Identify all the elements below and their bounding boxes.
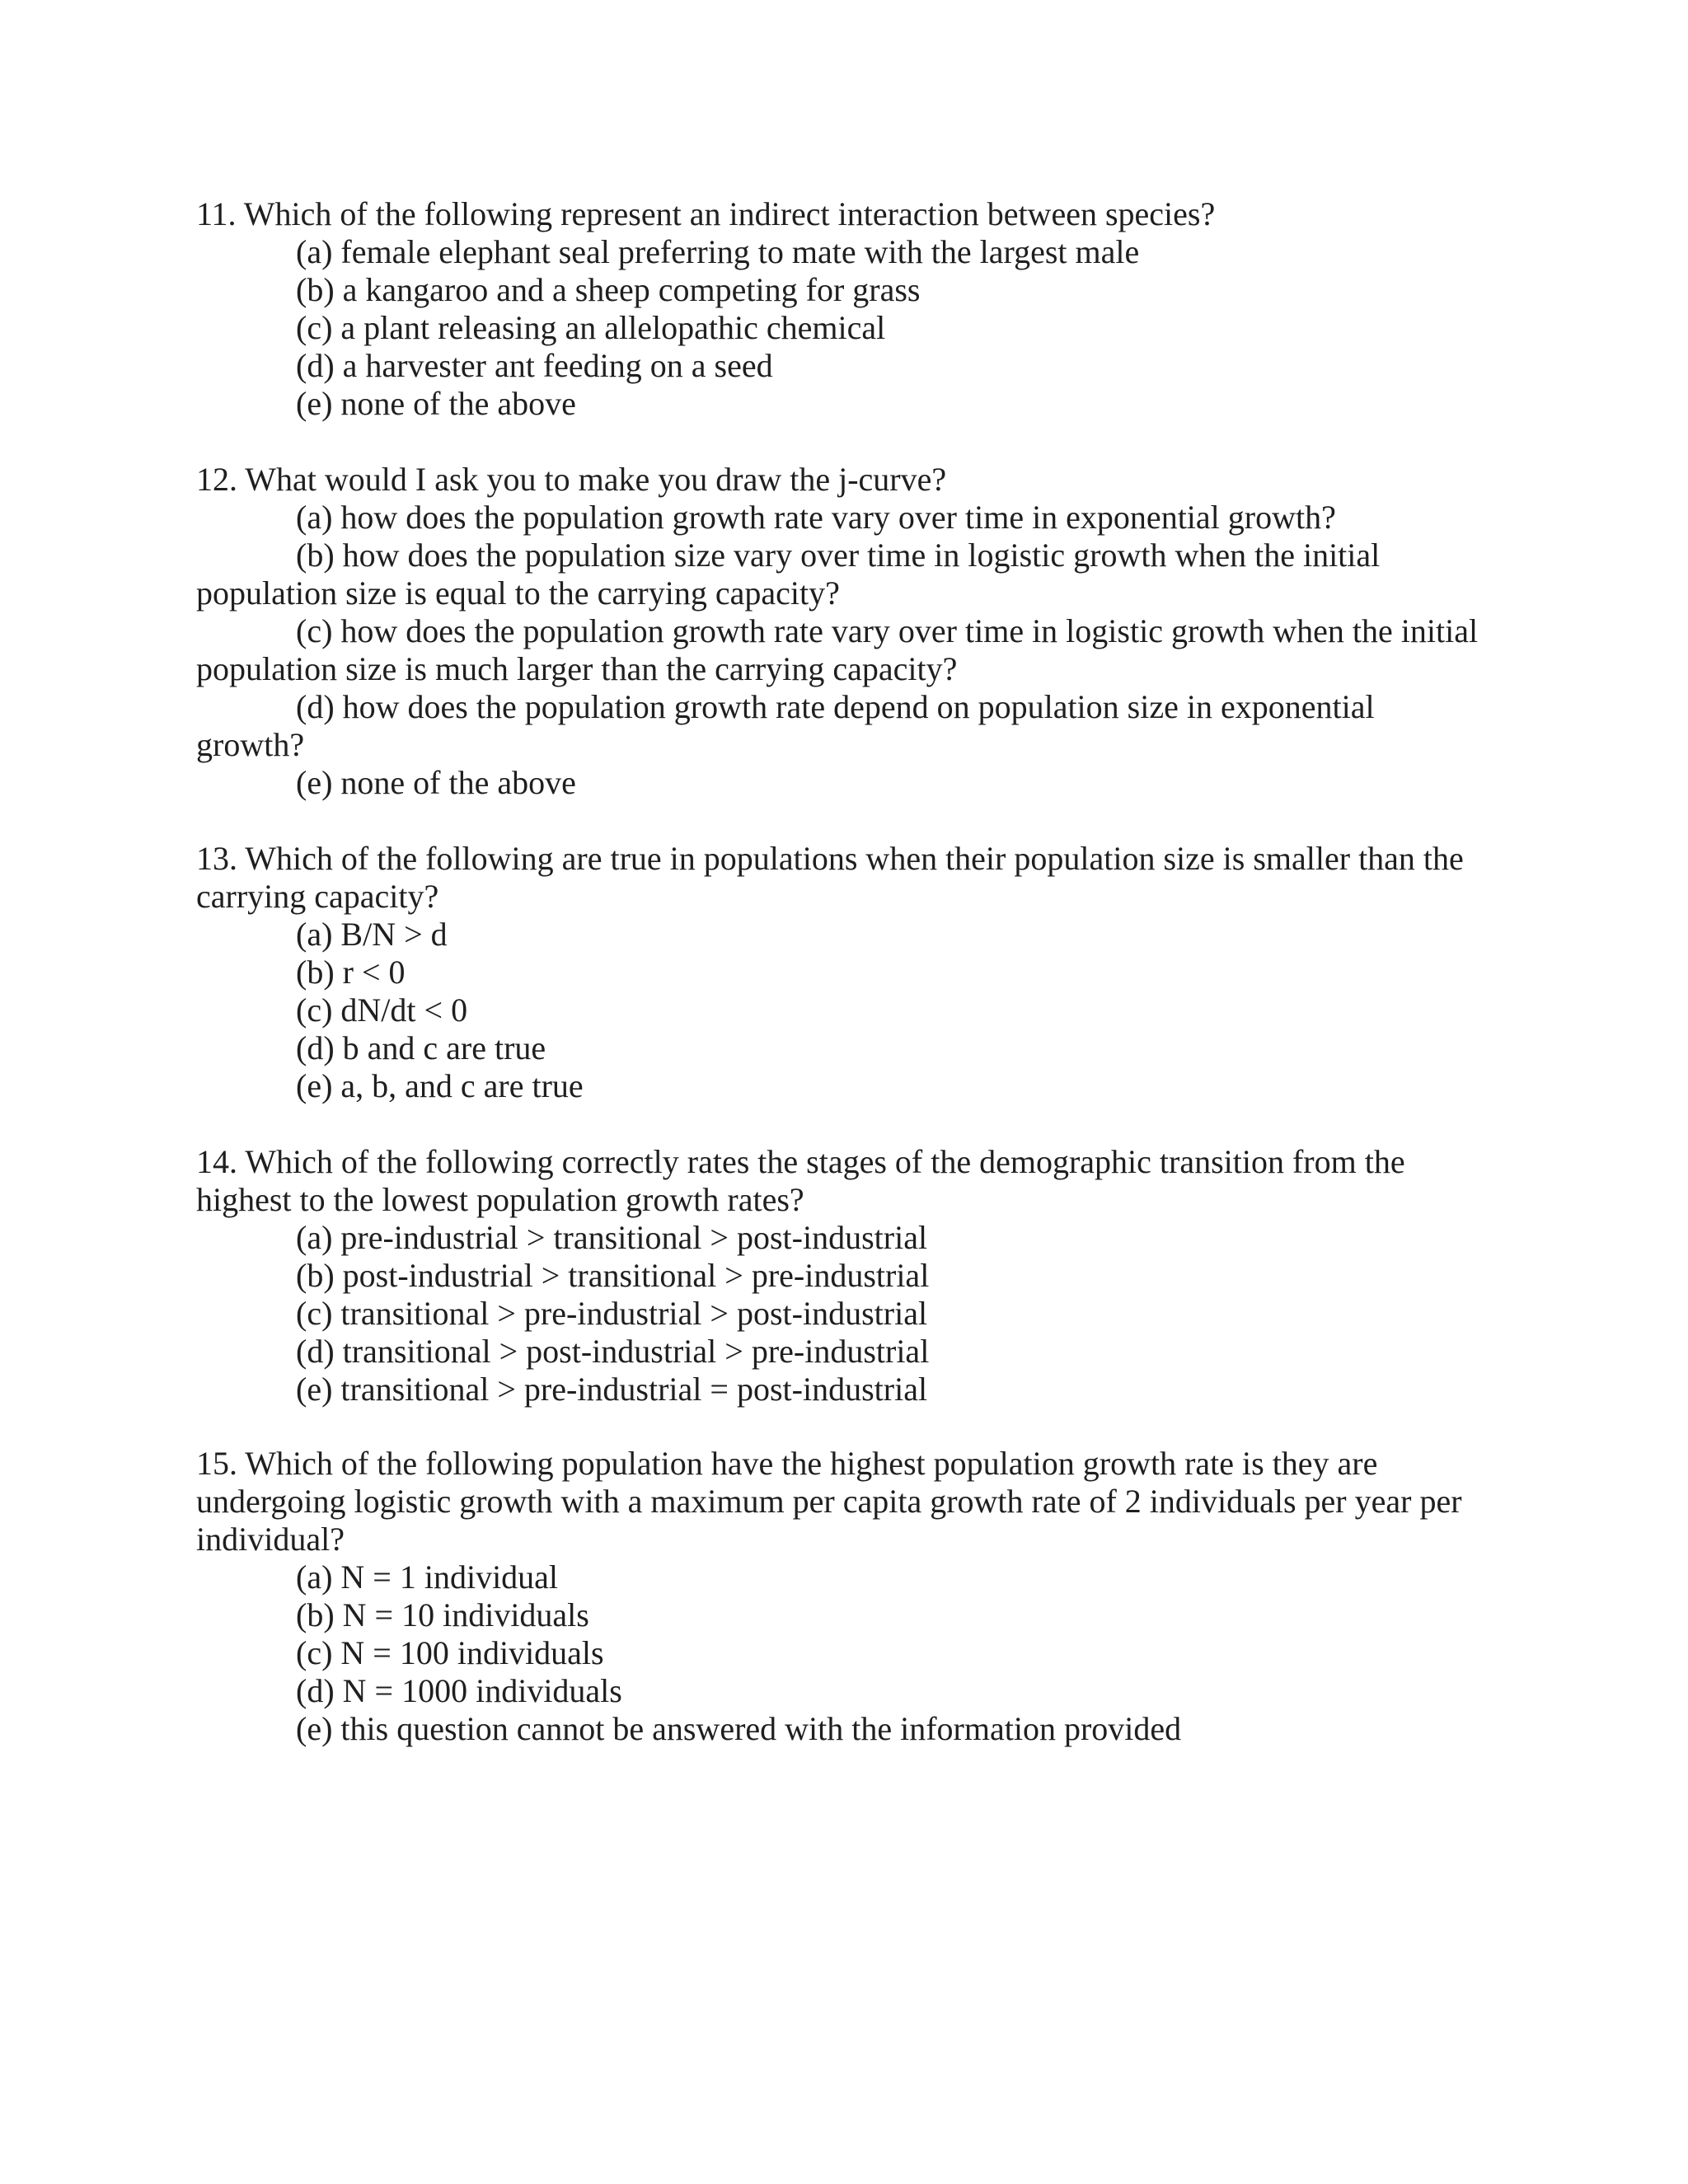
question-text: Which of the following are true in populations when their population size is smaller than the carrying capacity? xyxy=(196,840,1464,915)
answer-option-d: (d) transitional > post-industrial > pre-industrial xyxy=(296,1333,930,1370)
answer-option-a: (a) pre-industrial > transitional > post-industrial xyxy=(296,1219,928,1256)
question-number: 12. xyxy=(196,461,237,498)
answer-option-c: (c) N = 100 individuals xyxy=(296,1634,604,1671)
question-stem xyxy=(196,1445,1482,1558)
answer-option-e: (e) transitional > pre-industrial = post-industrial xyxy=(296,1371,928,1408)
question-text: Which of the following correctly rates the stages of the demographic transition from the highest to the lowest population growth rates? xyxy=(196,1143,1405,1218)
answer-option-c: (c) a plant releasing an allelopathic chemical xyxy=(296,309,886,346)
answer-option-d: (d) a harvester ant feeding on a seed xyxy=(296,347,773,384)
answer-option-b: (b) how does the population size vary over time in logistic growth when the initial population size is equal to the carrying capacity? xyxy=(196,537,1381,612)
answer-option-a: (a) N = 1 individual xyxy=(296,1558,559,1596)
answer-option-e: (e) this question cannot be answered with the information provided xyxy=(296,1710,1182,1747)
question-number: 13. xyxy=(196,840,237,877)
question-number: 11. xyxy=(196,195,237,232)
answer-option-d: (d) how does the population growth rate depend on population size in exponential growth? xyxy=(196,688,1375,763)
question-stem xyxy=(196,195,1515,233)
question-text: Which of the following population have the highest population growth rate is they are undergoing logistic growth with a maximum per capita growth rate of 2 individuals per year per individual? xyxy=(196,1445,1462,1558)
question-text: What would I ask you to make you draw the j-curve? xyxy=(245,461,947,498)
answer-option-c: (c) transitional > pre-industrial > post-industrial xyxy=(296,1295,928,1332)
question-11 xyxy=(196,195,1515,423)
answer-option-b: (b) r < 0 xyxy=(296,954,406,991)
question-text: Which of the following represent an indirect interaction between species? xyxy=(243,195,1216,232)
answer-option-a: (a) how does the population growth rate vary over time in exponential growth? xyxy=(296,499,1336,536)
question-number: 14. xyxy=(196,1143,237,1180)
answer-option-e: (e) a, b, and c are true xyxy=(296,1067,584,1104)
answer-option-e: (e) none of the above xyxy=(296,764,576,801)
answer-option-c: (c) how does the population growth rate vary over time in logistic growth when the initial population size is much larger than the carrying capacity? xyxy=(196,612,1479,687)
question-13 xyxy=(196,840,1515,1105)
answer-option-d: (d) N = 1000 individuals xyxy=(296,1672,622,1709)
answer-option-d: (d) b and c are true xyxy=(296,1029,546,1066)
answer-option-b: (b) a kangaroo and a sheep competing for grass xyxy=(296,271,921,308)
question-number: 15. xyxy=(196,1445,237,1482)
answer-option-a: (a) female elephant seal preferring to mate with the largest male xyxy=(296,233,1140,270)
answer-option-b: (b) N = 10 individuals xyxy=(296,1596,589,1633)
answer-option-b: (b) post-industrial > transitional > pre-industrial xyxy=(296,1257,930,1294)
question-stem xyxy=(196,840,1482,916)
answer-option-c: (c) dN/dt < 0 xyxy=(296,991,468,1029)
question-14 xyxy=(196,1143,1515,1408)
question-stem xyxy=(196,461,1482,499)
question-15 xyxy=(196,1445,1515,1748)
answer-option-a: (a) B/N > d xyxy=(296,916,448,953)
question-stem xyxy=(196,1143,1482,1219)
answer-option-e: (e) none of the above xyxy=(296,385,576,422)
question-12 xyxy=(196,461,1515,802)
